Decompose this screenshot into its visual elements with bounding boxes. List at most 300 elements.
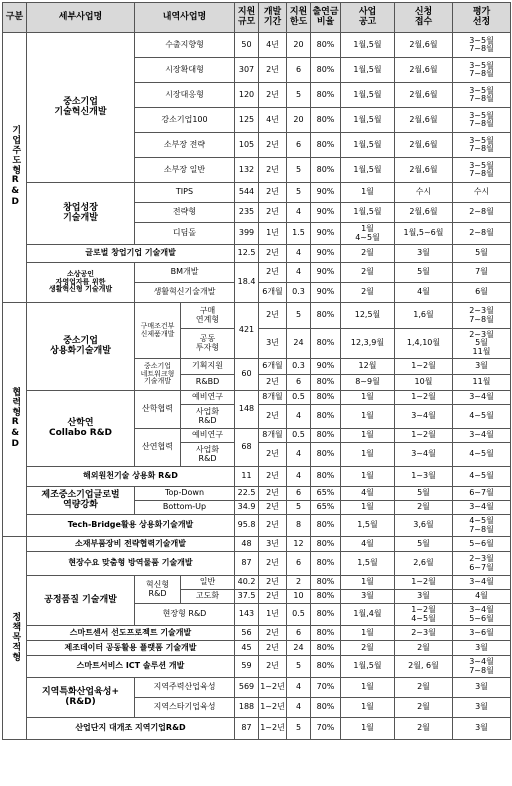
biz-name: 해외원천기술 상용화 R&D (27, 467, 235, 487)
notice-cell: 1월,5월 (341, 203, 395, 223)
period-cell: 2년 (259, 641, 287, 656)
notice-cell: 1월,5월 (341, 58, 395, 83)
sub-name: 현장형 R&D (135, 604, 235, 626)
limit-cell: 24 (287, 329, 311, 359)
table-row (3, 515, 511, 537)
eval-cell: 7월 (453, 263, 511, 283)
receipt-cell: 1~2월 4~5월 (395, 604, 453, 626)
scale-cell: 120 (235, 83, 259, 108)
receipt-cell: 1,6월 (395, 303, 453, 329)
limit-cell: 5 (287, 718, 311, 740)
receipt-cell: 2월,6월 (395, 203, 453, 223)
period-cell: 3년 (259, 329, 287, 359)
table-row (3, 656, 511, 678)
notice-cell: 1월 (341, 429, 395, 443)
biz-name: 소재부품장비 전략협력기술개발 (27, 537, 235, 552)
limit-cell: 6 (287, 487, 311, 501)
receipt-cell: 수시 (395, 183, 453, 203)
detail-name: 수출지향형 (135, 33, 235, 58)
table-row (3, 552, 511, 576)
table-row (3, 33, 511, 58)
biz-name: 글로벌 창업기업 기술개발 (27, 245, 235, 263)
notice-cell: 1월,4월 (341, 604, 395, 626)
limit-cell: 4 (287, 263, 311, 283)
ratio-cell: 90% (311, 223, 341, 245)
limit-cell: 5 (287, 183, 311, 203)
limit-cell: 12 (287, 537, 311, 552)
group-label: 협력형R&D (10, 386, 21, 450)
ratio-cell: 80% (311, 515, 341, 537)
receipt-cell: 5월 (395, 263, 453, 283)
header-row (3, 3, 511, 33)
period-cell: 2년 (259, 263, 287, 283)
period-cell: 2년 (259, 515, 287, 537)
notice-cell: 12,3,9월 (341, 329, 395, 359)
receipt-cell: 4월 (395, 283, 453, 303)
detail-name: 디딤돌 (135, 223, 235, 245)
scale-cell: 143 (235, 604, 259, 626)
biz-name: 제조중소기업글로벌 역량강화 (27, 487, 135, 515)
notice-cell: 12,5월 (341, 303, 395, 329)
receipt-cell: 3,6월 (395, 515, 453, 537)
period-cell: 1년 (259, 604, 287, 626)
header-limit: 지원 한도 (287, 3, 311, 33)
detail-name: 시장대응형 (135, 83, 235, 108)
notice-cell: 2월 (341, 641, 395, 656)
ratio-cell: 80% (311, 590, 341, 604)
notice-cell: 2월 (341, 283, 395, 303)
notice-cell: 1월 (341, 405, 395, 429)
group-cell (3, 537, 27, 740)
receipt-cell: 2월 (395, 501, 453, 515)
limit-cell: 2 (287, 576, 311, 590)
receipt-cell: 2월 (395, 678, 453, 698)
group-label: 기업주도형R&D (10, 124, 21, 208)
notice-cell: 1월 (341, 501, 395, 515)
limit-cell: 5 (287, 501, 311, 515)
receipt-cell: 2월,6월 (395, 158, 453, 183)
ratio-cell: 80% (311, 133, 341, 158)
receipt-cell: 10월 (395, 375, 453, 391)
detail-name: 소부장 일반 (135, 158, 235, 183)
limit-cell: 6 (287, 552, 311, 576)
receipt-cell: 2월,6월 (395, 58, 453, 83)
eval-cell: 3월 (453, 698, 511, 718)
period-cell: 2년 (259, 83, 287, 108)
biz-name: 제조데이터 공동활용 플랫폼 기술개발 (27, 641, 235, 656)
limit-cell: 6 (287, 375, 311, 391)
eval-cell: 2~3월 6~7월 (453, 552, 511, 576)
biz-name: 중소기업 기술혁신개발 (27, 33, 135, 183)
limit-cell: 24 (287, 641, 311, 656)
eval-cell: 3~5월 7~8월 (453, 158, 511, 183)
table-row (3, 303, 511, 329)
scale-cell: 235 (235, 203, 259, 223)
eval-cell: 3~4월 (453, 501, 511, 515)
detail-name: 지역스타기업육성 (135, 698, 235, 718)
ratio-cell: 80% (311, 108, 341, 133)
detail-name: 공동 투자형 (181, 329, 235, 359)
period-cell: 2년 (259, 626, 287, 641)
biz-name: 지역특화산업육성+ (R&D) (27, 678, 135, 718)
eval-cell: 3월 (453, 678, 511, 698)
notice-cell: 1월 (341, 626, 395, 641)
receipt-cell: 2월,6월 (395, 83, 453, 108)
period-cell: 1~2년 (259, 678, 287, 698)
table-row (3, 467, 511, 487)
period-cell: 2년 (259, 443, 287, 467)
detail-name: 기획지원 (181, 359, 235, 375)
limit-cell: 8 (287, 515, 311, 537)
period-cell: 6개월 (259, 283, 287, 303)
ratio-cell: 80% (311, 641, 341, 656)
period-cell: 1년 (259, 223, 287, 245)
eval-cell: 3~4월 5~6월 (453, 604, 511, 626)
notice-cell: 1월 (341, 391, 395, 405)
period-cell: 8개월 (259, 429, 287, 443)
ratio-cell: 65% (311, 501, 341, 515)
scale-cell: 421 (235, 303, 259, 359)
table-row (3, 678, 511, 698)
biz-name: 소상공인 자영업자를 위한 생활혁신형 기술개발 (27, 263, 135, 303)
ratio-cell: 90% (311, 183, 341, 203)
period-cell: 2년 (259, 487, 287, 501)
group-label: 정책목적형 (10, 611, 21, 662)
receipt-cell: 5월 (395, 487, 453, 501)
scale-cell: 307 (235, 58, 259, 83)
eval-cell: 4~5월 (453, 467, 511, 487)
scale-cell: 50 (235, 33, 259, 58)
scale-cell: 544 (235, 183, 259, 203)
scale-cell: 68 (235, 429, 259, 467)
eval-cell: 3~5월 7~8월 (453, 58, 511, 83)
receipt-cell: 2월,6월 (395, 33, 453, 58)
scale-cell: 48 (235, 537, 259, 552)
limit-cell: 0.5 (287, 604, 311, 626)
scale-cell: 11 (235, 467, 259, 487)
limit-cell: 20 (287, 108, 311, 133)
sub-name: 혁신형 R&D (135, 576, 181, 604)
scale-cell: 18.4 (235, 263, 259, 303)
eval-cell: 3월 (453, 718, 511, 740)
limit-cell: 4 (287, 203, 311, 223)
limit-cell: 20 (287, 33, 311, 58)
ratio-cell: 80% (311, 626, 341, 641)
scale-cell: 40.2 (235, 576, 259, 590)
ratio-cell: 90% (311, 359, 341, 375)
notice-cell: 1월 (341, 718, 395, 740)
receipt-cell: 1,4,10월 (395, 329, 453, 359)
period-cell: 2년 (259, 590, 287, 604)
receipt-cell: 3월 (395, 245, 453, 263)
receipt-cell: 2~3월 (395, 626, 453, 641)
biz-name: 공정품질 기술개발 (27, 576, 135, 626)
limit-cell: 4 (287, 467, 311, 487)
table-row (3, 576, 511, 590)
eval-cell: 4월 (453, 590, 511, 604)
eval-cell: 3~6월 (453, 626, 511, 641)
detail-name: Top-Down (135, 487, 235, 501)
biz-name: 중소기업 상용화기술개발 (27, 303, 135, 391)
scale-cell: 56 (235, 626, 259, 641)
detail-name: 시장확대형 (135, 58, 235, 83)
eval-cell: 2~3월 5월 11월 (453, 329, 511, 359)
header-div: 구분 (3, 3, 27, 33)
scale-cell: 45 (235, 641, 259, 656)
scale-cell: 105 (235, 133, 259, 158)
header-period: 개발 기간 (259, 3, 287, 33)
table-row (3, 641, 511, 656)
period-cell: 2년 (259, 303, 287, 329)
scale-cell: 132 (235, 158, 259, 183)
receipt-cell: 3~4월 (395, 443, 453, 467)
eval-cell: 2~8월 (453, 203, 511, 223)
eval-cell: 4~5월 (453, 443, 511, 467)
scale-cell: 12.5 (235, 245, 259, 263)
limit-cell: 4 (287, 405, 311, 429)
header-biz: 세부사업명 (27, 3, 135, 33)
period-cell: 2년 (259, 552, 287, 576)
scale-cell: 399 (235, 223, 259, 245)
ratio-cell: 80% (311, 303, 341, 329)
biz-name: 창업성장 기술개발 (27, 183, 135, 245)
ratio-cell: 80% (311, 467, 341, 487)
notice-cell: 12월 (341, 359, 395, 375)
eval-cell: 4~5월 7~8월 (453, 515, 511, 537)
scale-cell: 87 (235, 552, 259, 576)
notice-cell: 1월,5월 (341, 83, 395, 108)
limit-cell: 5 (287, 158, 311, 183)
receipt-cell: 2월 (395, 718, 453, 740)
eval-cell: 3~5월 7~8월 (453, 108, 511, 133)
ratio-cell: 80% (311, 656, 341, 678)
header-scale: 지원 규모 (235, 3, 259, 33)
detail-name: 생활혁신기술개발 (135, 283, 235, 303)
eval-cell: 2~8월 (453, 223, 511, 245)
ratio-cell: 80% (311, 552, 341, 576)
period-cell: 2년 (259, 133, 287, 158)
period-cell: 2년 (259, 245, 287, 263)
period-cell: 4년 (259, 108, 287, 133)
limit-cell: 6 (287, 133, 311, 158)
scale-cell: 569 (235, 678, 259, 698)
limit-cell: 5 (287, 303, 311, 329)
limit-cell: 0.3 (287, 283, 311, 303)
table-row (3, 626, 511, 641)
limit-cell: 4 (287, 698, 311, 718)
ratio-cell: 80% (311, 405, 341, 429)
receipt-cell: 1월,5~6월 (395, 223, 453, 245)
notice-cell: 1월 (341, 183, 395, 203)
biz-name: 산학연 Collabo R&D (27, 391, 135, 467)
eval-cell: 6월 (453, 283, 511, 303)
detail-name: 강소기업100 (135, 108, 235, 133)
biz-name: 스마트센서 선도프로젝트 기술개발 (27, 626, 235, 641)
biz-name: Tech-Bridge활용 상용화기술개발 (27, 515, 235, 537)
ratio-cell: 65% (311, 487, 341, 501)
period-cell: 2년 (259, 158, 287, 183)
ratio-cell: 90% (311, 203, 341, 223)
header-receipt: 신청 접수 (395, 3, 453, 33)
ratio-cell: 80% (311, 58, 341, 83)
table-row (3, 487, 511, 501)
period-cell: 2년 (259, 501, 287, 515)
period-cell: 2년 (259, 656, 287, 678)
detail-name: 사업화 R&D (181, 405, 235, 429)
notice-cell: 1,5월 (341, 552, 395, 576)
period-cell: 2년 (259, 375, 287, 391)
detail-name: Bottom-Up (135, 501, 235, 515)
detail-name: R&BD (181, 375, 235, 391)
receipt-cell: 2,6월 (395, 552, 453, 576)
detail-name: 예비연구 (181, 429, 235, 443)
detail-name: 소부장 전략 (135, 133, 235, 158)
biz-name: 현장수요 맞춤형 방역물품 기술개발 (27, 552, 235, 576)
ratio-cell: 80% (311, 604, 341, 626)
scale-cell: 37.5 (235, 590, 259, 604)
sub-name: 산연협력 (135, 429, 181, 467)
notice-cell: 1,5월 (341, 515, 395, 537)
table-row (3, 245, 511, 263)
table-row (3, 718, 511, 740)
scale-cell: 188 (235, 698, 259, 718)
limit-cell: 6 (287, 626, 311, 641)
table-row (3, 391, 511, 405)
notice-cell: 1월 (341, 467, 395, 487)
receipt-cell: 3~4월 (395, 405, 453, 429)
limit-cell: 10 (287, 590, 311, 604)
receipt-cell: 2월,6월 (395, 108, 453, 133)
notice-cell: 1월,5월 (341, 108, 395, 133)
period-cell: 2년 (259, 405, 287, 429)
notice-cell: 1월 (341, 678, 395, 698)
sub-name: 중소기업 네트워크형 기술개발 (135, 359, 181, 391)
eval-cell: 11월 (453, 375, 511, 391)
limit-cell: 5 (287, 656, 311, 678)
period-cell: 8개월 (259, 391, 287, 405)
period-cell: 1~2년 (259, 718, 287, 740)
limit-cell: 1.5 (287, 223, 311, 245)
period-cell: 6개월 (259, 359, 287, 375)
notice-cell: 1월 4~5월 (341, 223, 395, 245)
limit-cell: 0.3 (287, 359, 311, 375)
detail-name: 사업화 R&D (181, 443, 235, 467)
notice-cell: 1월,5월 (341, 33, 395, 58)
detail-name: 일반 (181, 576, 235, 590)
receipt-cell: 1~2월 (395, 429, 453, 443)
eval-cell: 5월 (453, 245, 511, 263)
detail-name: 전략형 (135, 203, 235, 223)
notice-cell: 1월 (341, 443, 395, 467)
notice-cell: 2월 (341, 263, 395, 283)
sub-name: 산학협력 (135, 391, 181, 429)
notice-cell: 8~9월 (341, 375, 395, 391)
scale-cell: 59 (235, 656, 259, 678)
table-row (3, 183, 511, 203)
ratio-cell: 70% (311, 718, 341, 740)
ratio-cell: 80% (311, 83, 341, 108)
eval-cell: 3~4월 (453, 391, 511, 405)
eval-cell: 3~5월 7~8월 (453, 83, 511, 108)
eval-cell: 3월 (453, 359, 511, 375)
scale-cell: 95.8 (235, 515, 259, 537)
limit-cell: 5 (287, 83, 311, 108)
ratio-cell: 90% (311, 263, 341, 283)
scale-cell: 22.5 (235, 487, 259, 501)
receipt-cell: 1~2월 (395, 359, 453, 375)
receipt-cell: 2월 (395, 641, 453, 656)
period-cell: 2년 (259, 576, 287, 590)
notice-cell: 1월,5월 (341, 656, 395, 678)
scale-cell: 148 (235, 391, 259, 429)
receipt-cell: 1~3월 (395, 467, 453, 487)
ratio-cell: 70% (311, 678, 341, 698)
receipt-cell: 1~2월 (395, 576, 453, 590)
receipt-cell: 2월, 6월 (395, 656, 453, 678)
table-row (3, 537, 511, 552)
detail-name: 구매 연계형 (181, 303, 235, 329)
notice-cell: 4월 (341, 537, 395, 552)
period-cell: 2년 (259, 58, 287, 83)
ratio-cell: 80% (311, 443, 341, 467)
limit-cell: 4 (287, 245, 311, 263)
ratio-cell: 80% (311, 698, 341, 718)
receipt-cell: 2월,6월 (395, 133, 453, 158)
ratio-cell: 80% (311, 158, 341, 183)
biz-name: 스마트서비스 ICT 솔루션 개발 (27, 656, 235, 678)
period-cell: 1~2년 (259, 698, 287, 718)
detail-name: TIPS (135, 183, 235, 203)
period-cell: 2년 (259, 183, 287, 203)
ratio-cell: 80% (311, 537, 341, 552)
eval-cell: 수시 (453, 183, 511, 203)
header-notice: 사업 공고 (341, 3, 395, 33)
biz-name: 산업단지 대개조 지역기업R&D (27, 718, 235, 740)
receipt-cell: 5월 (395, 537, 453, 552)
notice-cell: 1월,5월 (341, 133, 395, 158)
eval-cell: 3~4월 (453, 576, 511, 590)
ratio-cell: 80% (311, 33, 341, 58)
ratio-cell: 90% (311, 283, 341, 303)
eval-cell: 4~5월 (453, 405, 511, 429)
ratio-cell: 80% (311, 391, 341, 405)
limit-cell: 0.5 (287, 391, 311, 405)
period-cell: 2년 (259, 203, 287, 223)
detail-name: BM개발 (135, 263, 235, 283)
notice-cell: 4월 (341, 487, 395, 501)
notice-cell: 1월 (341, 576, 395, 590)
eval-cell: 5~6월 (453, 537, 511, 552)
eval-cell: 3~5월 7~8월 (453, 33, 511, 58)
detail-name: 지역주력산업육성 (135, 678, 235, 698)
ratio-cell: 80% (311, 375, 341, 391)
ratio-cell: 80% (311, 429, 341, 443)
eval-cell: 3월 (453, 641, 511, 656)
notice-cell: 1월,5월 (341, 158, 395, 183)
eval-cell: 6~7월 (453, 487, 511, 501)
scale-cell: 60 (235, 359, 259, 391)
rnd-program-table (2, 2, 511, 740)
ratio-cell: 80% (311, 329, 341, 359)
limit-cell: 4 (287, 678, 311, 698)
ratio-cell: 80% (311, 576, 341, 590)
header-ratio: 출연금 비율 (311, 3, 341, 33)
limit-cell: 6 (287, 58, 311, 83)
group-cell (3, 303, 27, 537)
limit-cell: 0.5 (287, 429, 311, 443)
eval-cell: 2~3월 7~8월 (453, 303, 511, 329)
eval-cell: 3~4월 7~8월 (453, 656, 511, 678)
